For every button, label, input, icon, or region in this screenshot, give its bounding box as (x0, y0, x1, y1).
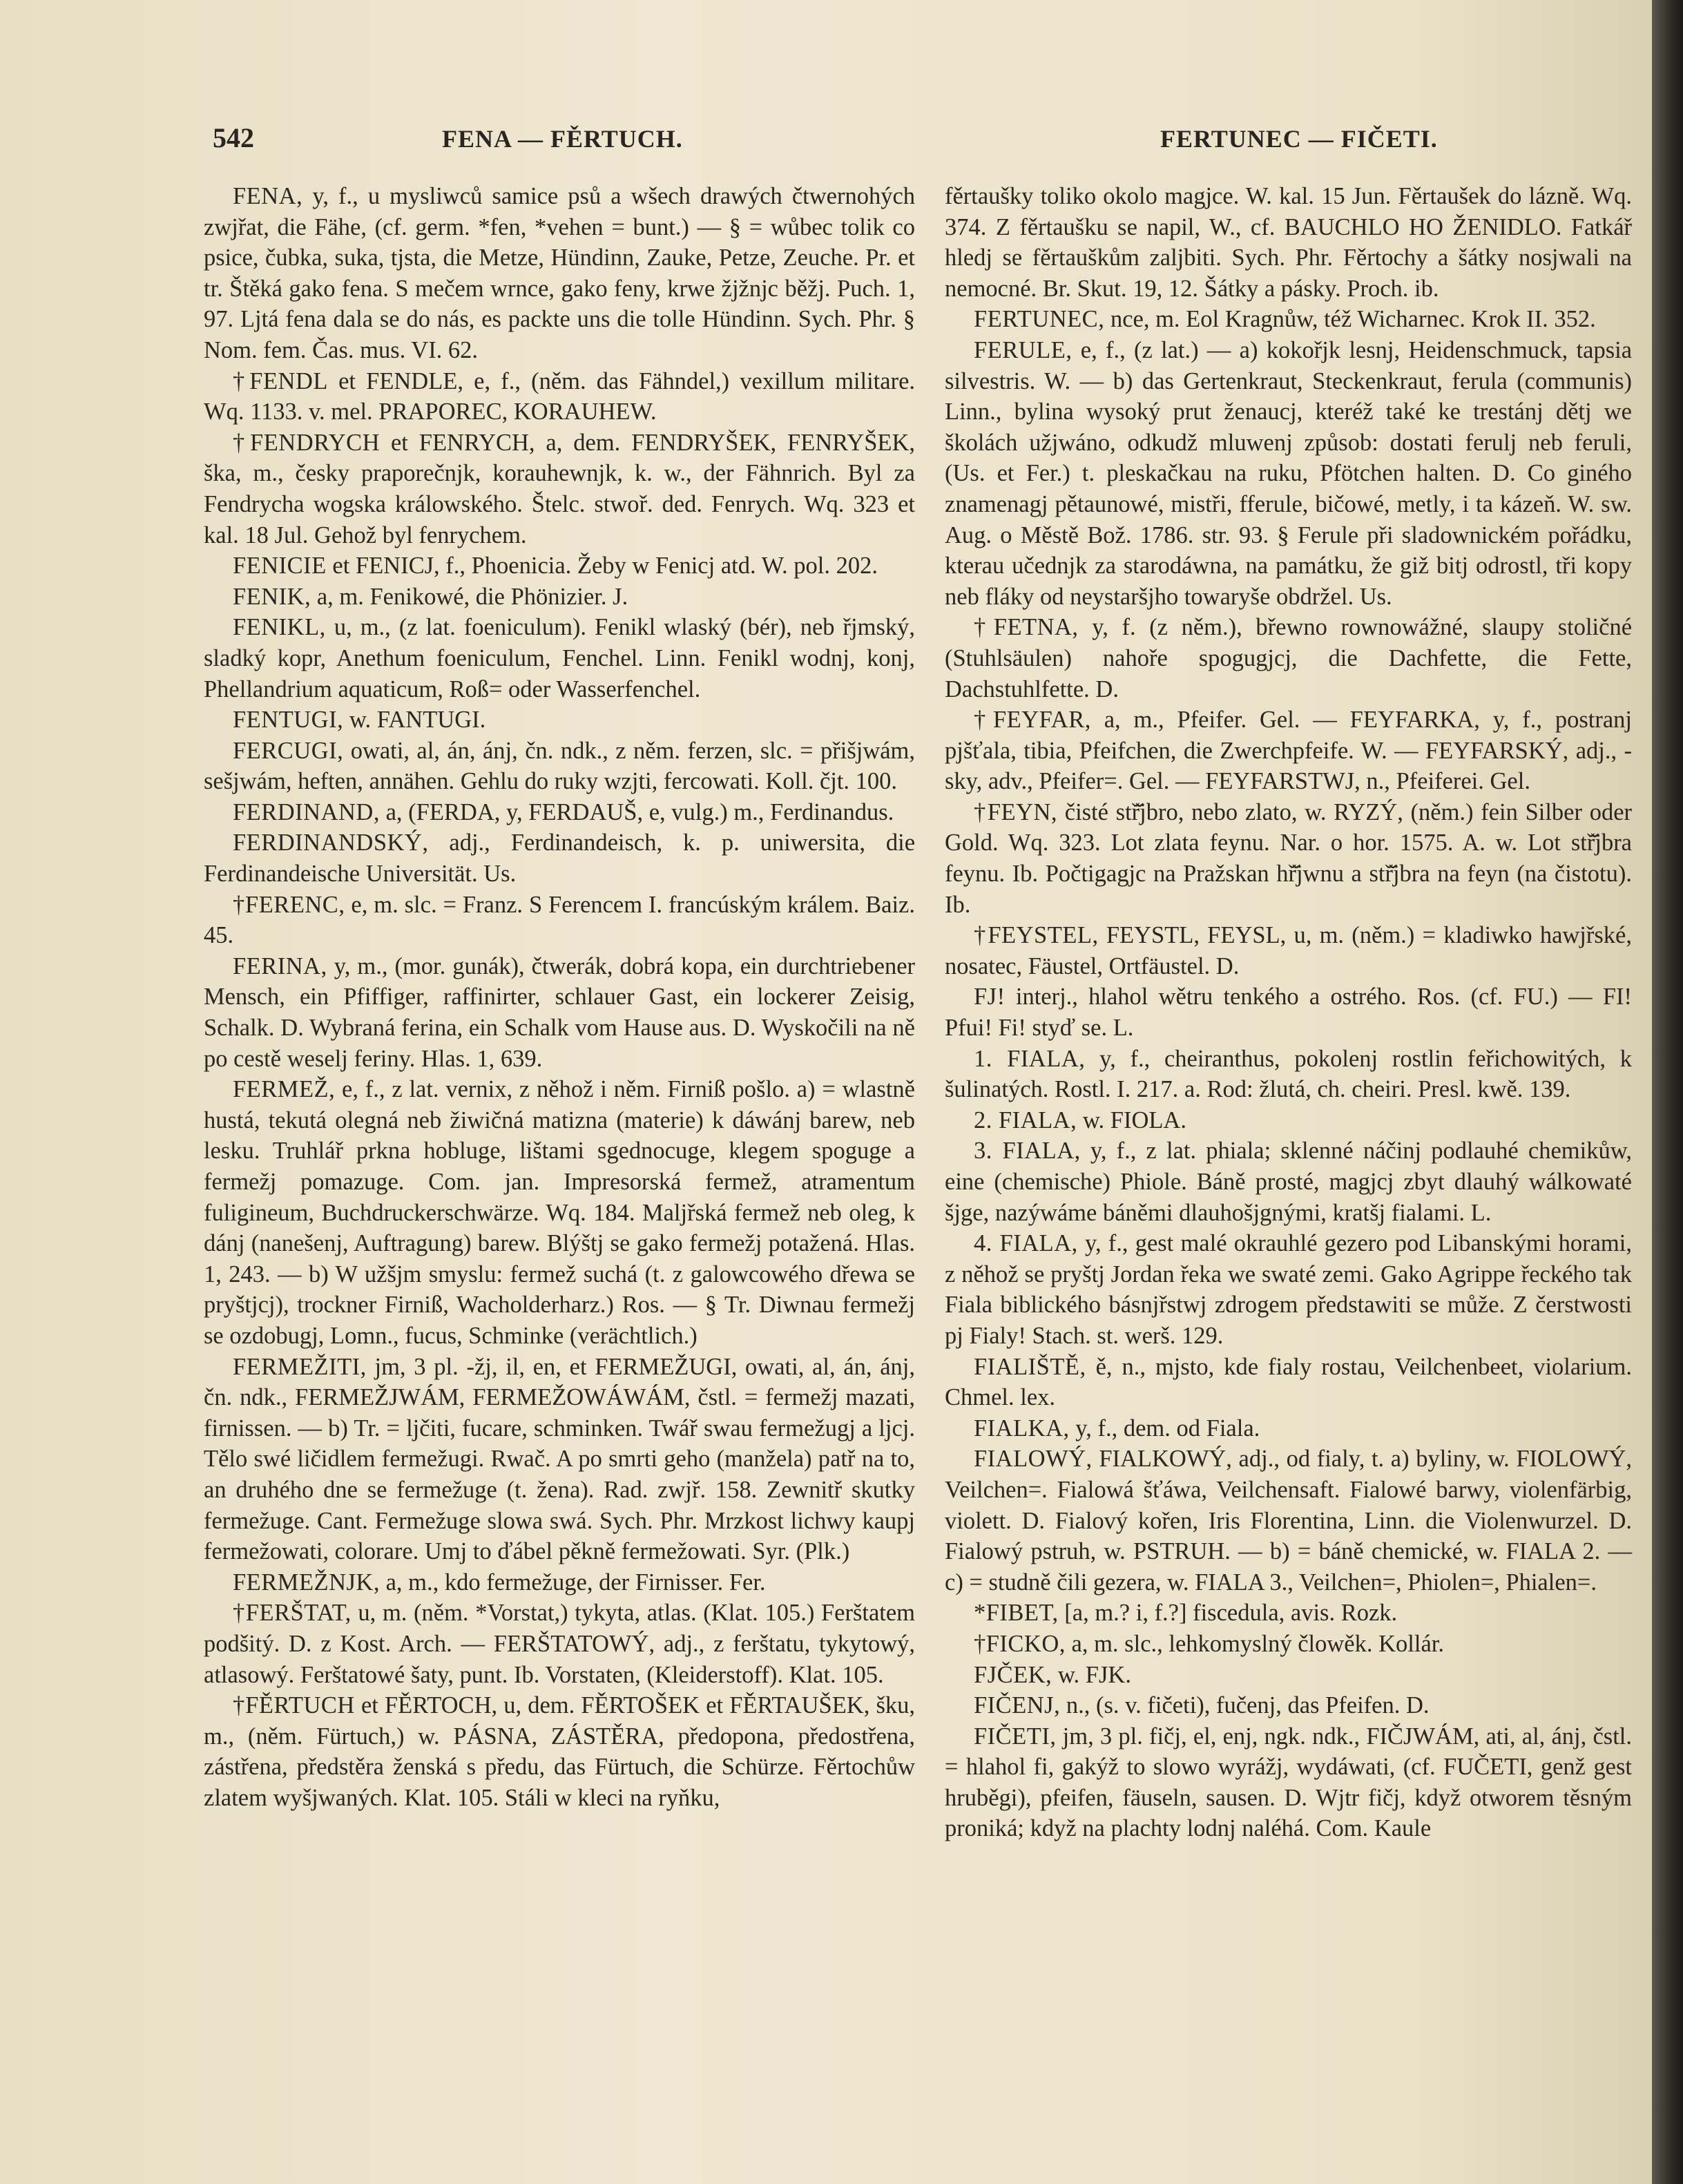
dictionary-entry (204, 1074, 915, 1351)
entry-text: [a, m.? i, f.?] fiscedula, avis. Rozk. (1064, 1600, 1398, 1627)
entry-text: a, m., kdo fermežuge, der Firnisser. Fer. (385, 1569, 766, 1596)
entry-text: nce, m. Eol Kragnůw, též Wicharnec. Krok II. 352. (1110, 306, 1596, 333)
entry-headword: FERTUNEC, (974, 306, 1105, 333)
entry-text: y, m., (mor. gunák), čtwerák, dobrá kopa, ein durchtriebener Mensch, ein Pfiffiger, raffinirter, schlauer Gast, ein lockerer Zeisig, Schalk. D. Wybraná ferina, ein Schalk vom Hause aus. D. Wyskočili na ně po cestě weselj feriny. Hlas. 1, 639. (204, 952, 916, 1072)
dictionary-entry (204, 181, 915, 366)
entry-text: y, f., u mysliwců samice psů a wšech drawých čtwernohých zwjřat, die Fähe, (cf. germ. *fen, *vehen = bunt.) — § = wůbec tolik co psice, čubka, suka, tjsta, die Metze, Hündinn, Zauke, Petze, Zeuche. Pr. et tr. Štěká gako fena. S mečem wrnce, gako feny, krwe žjžnjc běžj. Puch. 1, 97. Ljtá fena dala se do nás, es packte uns die tolle Hündinn. Sych. Phr. § Nom. fem. Čas. mus. VI. 62. (204, 183, 916, 363)
entry-headword: FERCUGI, (233, 737, 344, 764)
dictionary-entry (945, 920, 1632, 981)
dictionary-entry (204, 951, 915, 1074)
entry-headword: FENTUGI, (233, 707, 344, 734)
entry-headword: FERMEŽ, (233, 1076, 336, 1103)
dictionary-entry (945, 1105, 1632, 1136)
entry-headword: FENIKL, (233, 614, 326, 641)
dictionary-entry (945, 1629, 1632, 1660)
entry-headword: †FENDL (233, 367, 328, 394)
dictionary-entry (945, 181, 1632, 304)
entry-headword: †FICKO, (974, 1630, 1066, 1657)
dictionary-entry (204, 797, 915, 828)
entry-text: owati, al, án, ánj, čn. ndk., z něm. ferzen, slc. = přišjwám, sešjwám, heften, annähen. Gehlu do ruky wzjti, fercowati. Koll. čjt. 100. (204, 737, 916, 795)
entry-text: jm, 3 pl. fičj, el, enj, ngk. ndk., FIČJWÁM, ati, al, ánj, čstl. = hlahol fi, gakýž to slowo wyrážj, wydáwati, (cf. FUČETI, genž gest hruběgi), pfeifen, fäuseln, sausen. D. Wjtr fičj, když otworem těsným proniká; když na plachty lodnj naléhá. Com. Kaule (945, 1723, 1633, 1842)
entry-headword: FENA, (233, 183, 303, 209)
entry-headword: FERULE, (974, 336, 1073, 363)
entry-text: y, f., cheiranthus, pokolenj rostlin feřichowitých, k šulinatých. Rostl. I. 217. a. Rod: žlutá, ch. cheiri. Presl. kwě. 139. (945, 1045, 1633, 1103)
entry-headword: FENICIE (233, 553, 327, 579)
entry-headword: FIALKA, (974, 1415, 1070, 1441)
entry-text: fěrtaušky toliko okolo magjce. W. kal. 15 Jun. Fěrtaušek do lázně. Wq. 374. Z fěrtaušku se napil, W., cf. BAUCHLO HO ŽENIDLO. Fatkář hledj se fěrtauškům zaljbiti. Sych. Phr. Fěrtochy a šátky nosjwali na nemocné. Br. Skut. 19, 12. Šátky a pásky. Proch. ib. (945, 183, 1632, 302)
right-running-head: FERTUNEC — FIČETI. (1160, 125, 1438, 153)
entry-headword: †FETNA, (974, 614, 1079, 641)
dictionary-entry (945, 1228, 1632, 1351)
entry-text: u, m., (z lat. foeniculum). Fenikl wlaský (bér), neb řjmský, sladký kopr, Anethum foeniculum, Fenchel. Linn. Fenikl wodnj, konj, Phellandrium aquaticum, Roß= oder Wasserfenchel. (204, 614, 915, 702)
dictionary-entry (945, 797, 1632, 920)
entry-text: u, m. (něm. *Vorstat,) tykyta, atlas. (Klat. 105.) Ferštatem podšitý. D. z Kost. Arch. — FERŠTATOWÝ, adj., z ferštatu, tykytowý, atlasowý. Ferštatowé šaty, punt. Ib. Vorstaten, (Kleiderstoff). Klat. 105. (204, 1600, 915, 1688)
dictionary-entry (945, 1444, 1632, 1598)
dictionary-entry (945, 1413, 1632, 1444)
dictionary-entry (204, 890, 915, 951)
entry-headword: †FĚRTUCH (233, 1692, 355, 1719)
left-column (204, 181, 915, 1813)
entry-headword: 3. FIALA, (974, 1138, 1081, 1165)
dictionary-entry (204, 1690, 915, 1813)
entry-headword: †FEYFAR, (974, 707, 1091, 734)
dictionary-entry (204, 1352, 915, 1567)
dictionary-entry (945, 705, 1632, 797)
left-running-head: FENA — FĚRTUCH. (442, 125, 683, 153)
entry-headword: †FERŠTAT, (233, 1600, 352, 1627)
entry-text: y, f., z lat. phiala; sklenné náčinj podlauhé chemikůw, eine (chemische) Phiole. Báně prosté, magjcj zbyt dlauhý wálkowaté šjge, nazýwáme báněmi dlauhošjgnými, kratšj fialami. L. (945, 1138, 1632, 1226)
entry-text: a, m., Pfeifer. Gel. — FEYFARKA, y, f., postranj pjšťala, tibia, Pfeifchen, die Zwerchpfeife. W. — FEYFARSKÝ, adj., -sky, adv., Pfeifer=. Gel. — FEYFARSTWJ, n., Pfeiferei. Gel. (945, 707, 1632, 795)
entry-text: y, f. (z něm.), břewno rownowážné, slaupy stoličné (Stuhlsäulen) nahoře spogugjcj, die Dachfette, die Fette, Dachstuhlfette. D. (945, 614, 1633, 702)
entry-text: et FENDLE, e, f., (něm. das Fähndel,) vexillum militare. Wq. 1133. v. mel. PRAPOREC, KORAUHEW. (204, 367, 916, 425)
entry-headword: 1. FIALA, (974, 1045, 1086, 1072)
dictionary-entry (945, 1136, 1632, 1228)
entry-headword: FJ! (974, 984, 1006, 1010)
dictionary-entry (204, 827, 915, 889)
entry-headword: FERINA, (233, 952, 327, 979)
entry-headword: FERDINAND, (233, 798, 380, 825)
dictionary-entry (204, 1598, 915, 1690)
dictionary-entry (945, 335, 1632, 612)
dictionary-entry (945, 1044, 1632, 1105)
entry-text: et FENRYCH, a, dem. FENDRYŠEK, FENRYŠEK, ška, m., česky praporečnjk, korauhewnjk, k. w., der Fähnrich. Byl za Fendrycha wogska králowského. Štelc. stwoř. ded. Fenrych. Wq. 323 et kal. 18 Jul. Gehož byl fenrychem. (204, 429, 916, 548)
entry-text: et FENICJ, f., Phoenicia. Žeby w Fenicj atd. W. pol. 202. (332, 553, 878, 579)
entry-headword: *FIBET, (974, 1600, 1059, 1627)
page-number: 542 (213, 122, 254, 153)
entry-text: jm, 3 pl. -žj, il, en, et FERMEŽUGI, owati, al, án, ánj, čn. ndk., FERMEŽJWÁM, FERMEŽOWÁWÁM, čstl. = fermežj mazati, firnissen. — b) Tr. = ljčiti, fucare, schminken. Twář swau fermežugj a ljcj. Tělo swé ličidlem fermežugi. Rwač. A po smrti geho (manžela) patř na to, an druhého dne se fermežuge (t. žena). Rad. zwjř. 158. Zewnitř skutky fermežuge. Cant. Fermežuge slowa swá. Sych. Phr. Mrzkost lichwy kaupj fermežowati, colorare. Umj to ďábel pěkně fermežowati. Syr. (Plk.) (204, 1353, 915, 1565)
entry-text: n., (s. v. fičeti), fučenj, das Pfeifen. D. (1066, 1692, 1430, 1719)
entry-headword: †FEYN, (974, 798, 1058, 825)
dictionary-entry (204, 428, 915, 550)
entry-headword: †FEYSTEL, (974, 922, 1099, 949)
dictionary-entry (945, 1721, 1632, 1844)
entry-text: y, f., gest malé okrauhlé gezero pod Libanskými horami, z něhož se pryštj Jordan řeka we swaté zemi. Gako Agrippe řeckého tak Fiala biblického básnjřstwj zdrogem předstawiti se může. Z čerstwosti pj Fialy! Stach. st. werš. 129. (945, 1230, 1632, 1349)
entry-text: et FĚRTOCH, u, dem. FĚRTOŠEK et FĚRTAUŠEK, šku, m., (něm. Fürtuch,) w. PÁSNA, ZÁSTĚRA, předopona, předostřena, zástřena, předstěra ženská s předu, das Fürtuch, die Schürze. Fěrtochůw zlatem wyšjwaných. Klat. 105. Stáli w kleci na ryňku, (204, 1692, 916, 1811)
entry-headword: FENIK, (233, 583, 311, 610)
entry-text: interj., hlahol wětru tenkého a ostrého. Ros. (cf. FU.) — FI! Pfui! Fi! styď se. L. (945, 984, 1632, 1042)
dictionary-entry (945, 612, 1632, 705)
dictionary-entry (204, 366, 915, 428)
entry-text: e, f., z lat. vernix, z něhož i něm. Firniß pošlo. a) = wlastně hustá, tekutá olegná neb žiwičná matizna (materie) k dáwánj barew, neb lesku. Truhlář prkna hobluge, lištami sgednocuge, klegem spoguge a fermežj pomazuge. Com. jan. Impresorská fermež, atramentum fuligineum, Buchdruckerschwärze. Wq. 184. Maljřská fermež neb oleg, k dánj (nanešenj, Auftragung) barew. Blýštj se gako fermežj potažená. Hlas. 1, 243. — b) W užšjm smyslu: fermež suchá (t. z galowcowého dřewa se pryštjcj), trockner Firniß, Wacholderharz.) Ros. — § Tr. Diwnau fermežj se ozdobugj, Lomn., fucus, Schminke (verächtlich.) (204, 1076, 915, 1349)
entry-text: a, (FERDA, y, FERDAUŠ, e, vulg.) m., Ferdinandus. (385, 798, 894, 825)
right-column (945, 181, 1632, 1844)
entry-text: ě, n., mjsto, kde fialy rostau, Veilchenbeet, violarium. Chmel. lex. (945, 1353, 1632, 1411)
entry-headword: FIČETI, (974, 1723, 1057, 1750)
dictionary-entry (945, 1352, 1632, 1413)
entry-headword: FERMEŽNJK, (233, 1569, 380, 1596)
dictionary-entry (204, 612, 915, 705)
book-edge-shadow (1652, 0, 1683, 2184)
entry-headword: FERDINANDSKÝ, (233, 830, 429, 856)
entry-text: w. FIOLA. (1082, 1107, 1186, 1133)
dictionary-entry (204, 705, 915, 736)
entry-headword: FIALOWÝ, (974, 1446, 1093, 1473)
dictionary-entry (204, 736, 915, 797)
entry-text: FEYSTL, FEYSL, u, m. (něm.) = kladiwko hawjřské, nosatec, Fäustel, Ortfäustel. D. (945, 922, 1632, 979)
dictionary-entry (945, 981, 1632, 1043)
dictionary-entry (945, 1598, 1632, 1629)
entry-headword: FERMEŽITI, (233, 1353, 367, 1380)
entry-headword: FJČEK, (974, 1661, 1052, 1688)
entry-text: e, m. slc. = Franz. S Ferencem I. francúským králem. Baiz. 45. (204, 891, 915, 949)
dictionary-entry (204, 550, 915, 582)
entry-text: a, m. slc., lehkomyslný člowěk. Kollár. (1071, 1630, 1444, 1657)
entry-text: e, f., (z lat.) — a) kokořjk lesnj, Heidenschmuck, tapsia silvestris. W. — b) das Gertenkraut, Steckenkraut, ferula (communis) Linn., bylina wysoký prut ženaucj, kteréž také ke trestánj dětj we školách užjwáno, odkudž mluwenj způsob: dostati ferulj neb feruli, (Us. et Fer.) t. pleskačkau na ruku, Pfötchen halten. D. Co giného znamenagj pětaunowé, mistři, fferule, bičowé, metly, i ta kázeň. W. sw. Aug. o Městě Bož. 1786. str. 93. § Ferule při sladownickém pořádku, kterau učednjk za starodáwna, na památku, že giž bitj odrostl, tři kopy neb fláky od neystaršjho towaryše obdržel. Us. (945, 336, 1633, 610)
dictionary-entry (204, 582, 915, 613)
entry-text: y, f., dem. od Fiala. (1075, 1415, 1260, 1441)
dictionary-entry (945, 1690, 1632, 1721)
entry-text: adj., Ferdinandeisch, k. p. uniwersita, die Ferdinandeische Universität. Us. (204, 830, 916, 888)
entry-headword: †FENDRYCH (233, 429, 381, 456)
dictionary-entry (204, 1567, 915, 1598)
entry-text: a, m. Fenikowé, die Phönizier. J. (316, 583, 628, 610)
entry-text: FIALKOWÝ, adj., od fialy, t. a) byliny, w. FIOLOWÝ, Veilchen=. Fialowá šťáwa, Veilchensaft. Fialowé barwy, violenfärbig, violett. D. Fialový kořen, Iris Florentina, Linn. die Violenwurzel. D. Fialowý pstruh, w. PSTRUH. — b) = báně chemické, w. FIALA 2. — c) = studně čili gezera, w. FIALA 3., Veilchen=, Phiolen=, Phialen=. (945, 1446, 1633, 1596)
entry-headword: 4. FIALA, (974, 1230, 1078, 1257)
entry-headword: FIČENJ, (974, 1692, 1061, 1719)
entry-headword: †FERENC, (233, 891, 345, 918)
entry-text: čisté stř̌jbro, nebo zlato, w. RYZÝ, (něm.) fein Silber oder Gold. Wq. 323. Lot zlata feynu. Nar. o hor. 1575. A. w. Lot stř̌jbra feynu. Ib. Počtigagjc na Pražskan hř̌jwnu a stř̌jbra na feyn (na čistotu). Ib. (945, 798, 1632, 918)
dictionary-entry (945, 304, 1632, 335)
entry-headword: FIALIŠTĚ, (974, 1353, 1086, 1380)
dictionary-entry (945, 1660, 1632, 1691)
entry-text: w. FANTUGI. (349, 707, 486, 734)
entry-headword: 2. FIALA, (974, 1107, 1077, 1133)
entry-text: w. FJK. (1057, 1661, 1131, 1688)
